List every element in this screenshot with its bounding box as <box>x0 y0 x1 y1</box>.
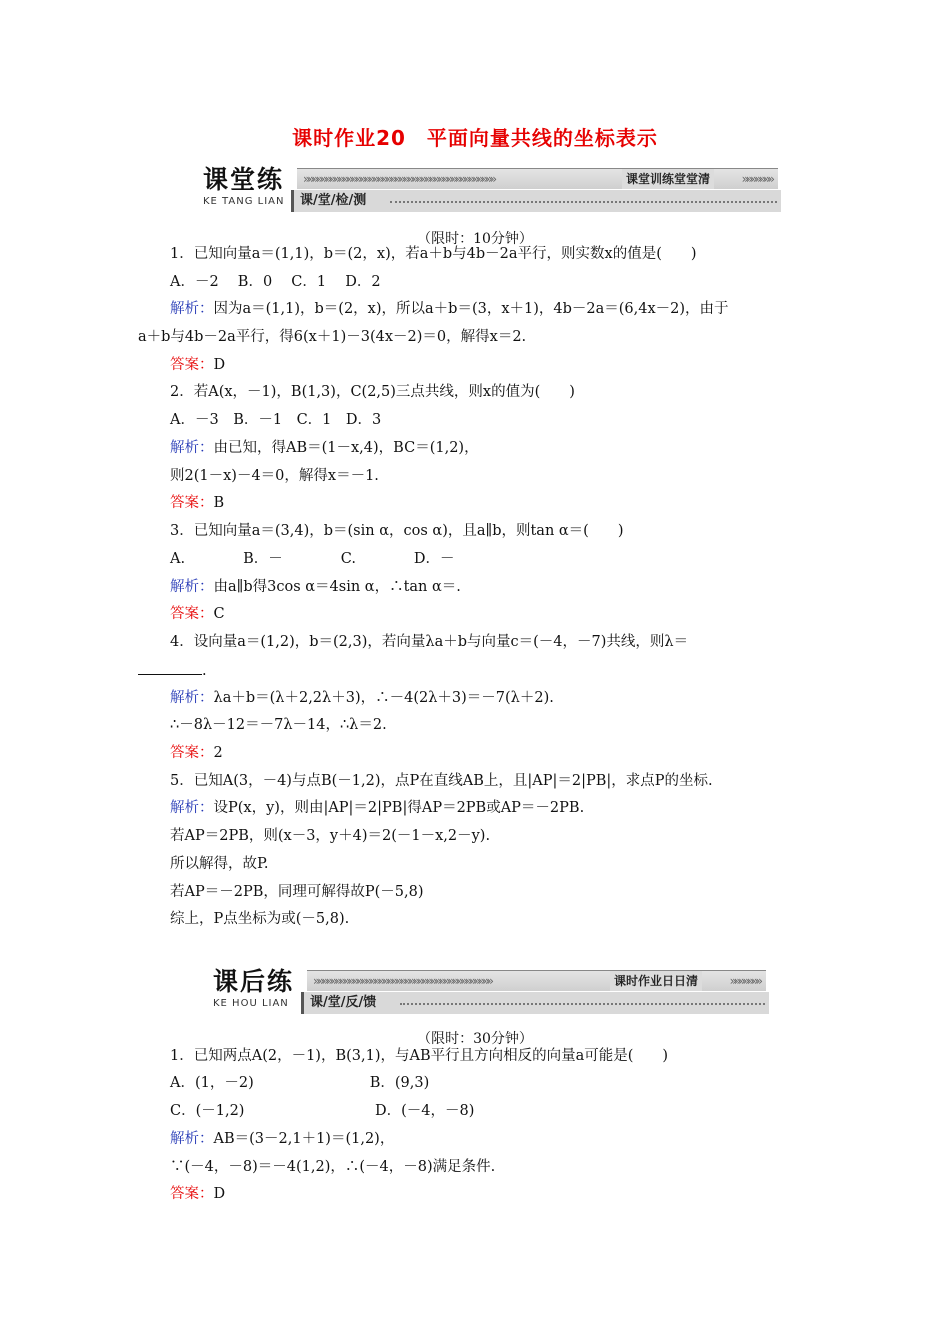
line-text: A. B．－ C. D．－ <box>170 551 455 567</box>
text-line <box>170 1157 495 1177</box>
line-text: 1．已知两点A(2，－1)，B(3,1)，与AB平行且方向相反的向量a可能是( ) <box>170 1048 669 1064</box>
text-line <box>170 521 624 541</box>
answer-blank <box>138 660 202 675</box>
text-line <box>170 826 490 846</box>
text-line <box>170 715 387 735</box>
banner-slogan: 课堂训练堂堂清 <box>622 169 714 189</box>
chevrons-icon: »»»»»»» <box>729 974 760 988</box>
line-text: 若AP＝2PB，则(x－3，y＋4)＝2(－1－x,2－y). <box>170 828 491 844</box>
text-line <box>170 272 381 292</box>
time-limit: （限时：10分钟） <box>417 231 533 247</box>
text-line <box>138 327 526 347</box>
banner-pinyin: KE HOU LIAN <box>213 998 289 1009</box>
text-line <box>170 743 223 763</box>
text-line <box>170 1184 225 1204</box>
banner-pinyin: KE TANG LIAN <box>203 196 285 207</box>
text-line <box>170 854 268 874</box>
banner-subtitle: 课/堂/反/馈 <box>310 995 377 1010</box>
line-text: A．－3 B．－1 C．1 D．3 <box>170 412 382 428</box>
text-line <box>170 882 424 902</box>
line-text: 4．设向量a＝(1,2)，b＝(2,3)，若向量λa＋b与向量c＝(－4，－7)共线，则λ＝ <box>170 634 689 650</box>
line-text: A．－2 B．0 C．1 D．2 <box>170 274 381 290</box>
banner-slogan: 课时作业日日清 <box>610 971 702 991</box>
banner-sub-bar <box>291 190 781 212</box>
text-line <box>170 1129 394 1149</box>
banner-title: 课堂练 <box>203 165 285 194</box>
section-banner-classroom <box>203 160 778 220</box>
line-text: 3．已知向量a＝(3,4)，b＝(sin α，cos α)，且a∥b，则tan α＝( ) <box>170 523 624 539</box>
analysis-label: 解析： <box>170 301 214 317</box>
line-text: C．(－1,2) D．(－4，－8) <box>170 1103 475 1119</box>
text-line <box>170 632 688 652</box>
text-line <box>170 909 349 929</box>
line-text: D <box>213 357 226 373</box>
time-limit: （限时：30分钟） <box>417 1031 533 1047</box>
text-line <box>170 438 479 458</box>
line-text: 2 <box>213 745 223 761</box>
line-text: . <box>202 663 207 679</box>
line-text: 综上，P点坐标为或(－5,8). <box>170 911 350 927</box>
text-line <box>170 1046 668 1066</box>
line-text: 1．已知向量a＝(1,1)，b＝(2，x)，若a＋b与4b－2a平行，则实数x的值是( ) <box>170 246 697 262</box>
chevrons-icon: »»»»»»» <box>741 172 772 186</box>
section-banner-homework <box>213 962 766 1022</box>
text-line <box>170 549 455 569</box>
line-text: ∴－8λ－12＝－7λ－14，∴λ＝2. <box>170 717 387 733</box>
banner-sub-bar <box>301 992 769 1014</box>
text-line <box>170 299 729 319</box>
analysis-label: 解析： <box>170 440 214 456</box>
analysis-label: 解析： <box>170 800 214 816</box>
text-line <box>170 355 225 375</box>
line-text: 5．已知A(3，－4)与点B(－1,2)，点P在直线AB上，且|AP|＝2|PB|，求点P的坐标. <box>170 773 713 789</box>
answer-label: 答案： <box>170 495 214 511</box>
line-text: 则2(1－x)－4＝0，解得x＝－1. <box>170 468 379 484</box>
answer-label: 答案： <box>170 745 214 761</box>
text-line <box>170 1073 429 1093</box>
line-text: C <box>213 606 225 622</box>
dotted-divider <box>400 1003 765 1005</box>
text-line <box>170 771 713 791</box>
answer-label: 答案： <box>170 606 214 622</box>
text-line <box>170 688 554 708</box>
answer-label: 答案： <box>170 357 214 373</box>
text-line <box>170 244 697 264</box>
line-text: AB＝(3－2,1＋1)＝(1,2)， <box>213 1131 395 1147</box>
line-text: D <box>213 1186 226 1202</box>
text-line <box>170 466 379 486</box>
text-line <box>170 493 224 513</box>
text-line <box>170 382 575 402</box>
line-text: 由a∥b得3cos α＝4sin α，∴tan α＝. <box>213 579 461 595</box>
chevrons-icon: »»»»»»»»»»»»»»»»»»»»»»»»»»»»»»»»»»»»»»»»» <box>313 974 492 988</box>
chevrons-icon: »»»»»»»»»»»»»»»»»»»»»»»»»»»»»»»»»»»»»»»»»»»» <box>303 172 495 186</box>
line-text: 所以解得，故P. <box>170 856 269 872</box>
line-text: 2．若A(x，－1)，B(1,3)，C(2,5)三点共线，则x的值为( ) <box>170 384 575 400</box>
analysis-label: 解析： <box>170 1131 214 1147</box>
text-line <box>170 577 461 597</box>
banner-subtitle: 课/堂/检/测 <box>300 193 367 208</box>
banner-arrow-bar <box>307 970 766 991</box>
analysis-label: 解析： <box>170 579 214 595</box>
banner-arrow-bar <box>297 168 778 189</box>
line-text: A．(1，－2) B．(9,3) <box>170 1075 430 1091</box>
line-text: ∵(－4，－8)＝－4(1,2)，∴(－4，－8)满足条件. <box>170 1159 496 1175</box>
text-line <box>170 604 225 624</box>
line-text: B <box>213 495 225 511</box>
banner-title: 课后练 <box>213 967 295 996</box>
page-title: 课时作业20 平面向量共线的坐标表示 <box>292 126 658 150</box>
line-text: a＋b与4b－2a平行，得6(x＋1)－3(4x－2)＝0，解得x＝2. <box>138 329 527 345</box>
line-text: 若AP＝－2PB，同理可解得故P(－5,8) <box>170 884 424 900</box>
line-text: 由已知，得AB＝(1－x,4)，BC＝(1,2)， <box>213 440 479 456</box>
text-line <box>138 660 207 681</box>
text-line <box>170 798 584 818</box>
text-line <box>170 1101 474 1121</box>
line-text: 设P(x，y)，则由|AP|＝2|PB|得AP＝2PB或AP＝－2PB. <box>213 800 585 816</box>
dotted-divider <box>390 201 777 203</box>
answer-label: 答案： <box>170 1186 214 1202</box>
line-text: 因为a＝(1,1)，b＝(2，x)，所以a＋b＝(3，x＋1)，4b－2a＝(6,4x－2)，由于 <box>213 301 729 317</box>
analysis-label: 解析： <box>170 690 214 706</box>
text-line <box>170 410 381 430</box>
line-text: λa＋b＝(λ＋2,2λ＋3)，∴－4(2λ＋3)＝－7(λ＋2). <box>213 690 554 706</box>
